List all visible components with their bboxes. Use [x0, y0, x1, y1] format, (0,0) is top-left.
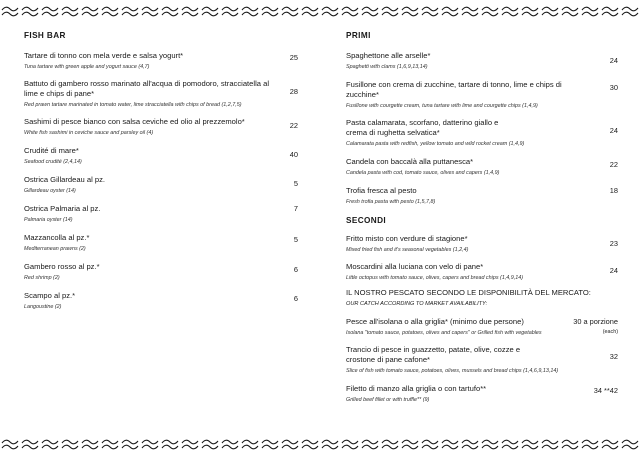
wave-stroke [282, 7, 298, 11]
menu-item [346, 51, 618, 71]
menu-item [346, 262, 618, 282]
item-price: 24 [609, 266, 618, 275]
item-description: Mediterranean prawns (2) [24, 246, 86, 252]
wave-stroke [202, 445, 218, 449]
menu-item [346, 384, 618, 404]
item-price: 18 [609, 186, 618, 195]
wave-stroke [242, 7, 258, 11]
wave-stroke [402, 12, 418, 16]
wave-stroke [282, 12, 298, 16]
wave-stroke [42, 12, 58, 16]
wave-stroke [582, 7, 598, 11]
wave-stroke [402, 445, 418, 449]
menu-item [346, 234, 618, 254]
wave-stroke [82, 445, 98, 449]
wave-stroke [602, 12, 618, 16]
wave-stroke [522, 12, 538, 16]
market-note-it: IL NOSTRO PESCATO SECONDO LE DISPONIBILITÀ DEL MERCATO: [346, 288, 591, 297]
item-name: Pesce all'isolana o alla griglia* (minimo due persone) [346, 317, 524, 326]
item-price: 6 [293, 265, 298, 274]
wave-stroke [162, 12, 178, 16]
wave-stroke [482, 440, 498, 444]
wave-stroke [22, 445, 38, 449]
menu-item [346, 80, 618, 110]
wave-stroke [182, 12, 198, 16]
item-price: 25 [289, 53, 298, 62]
primi-secondi-column [346, 31, 618, 404]
item-price: 32 [609, 352, 618, 361]
item-description: Palmaria oyster (14) [24, 217, 73, 223]
menu-item [346, 118, 618, 148]
wave-stroke [222, 445, 238, 449]
wave-stroke [542, 12, 558, 16]
wave-stroke [542, 440, 558, 444]
wave-stroke [542, 445, 558, 449]
wave-stroke [42, 7, 58, 11]
wave-stroke [542, 7, 558, 11]
fish-bar-column [24, 31, 298, 311]
wave-stroke [382, 445, 398, 449]
wave-stroke [402, 7, 418, 11]
wave-stroke [462, 445, 478, 449]
wave-stroke [62, 12, 78, 16]
wave-stroke [62, 7, 78, 11]
wave-stroke [582, 12, 598, 16]
item-name: Sashimi di pesce bianco con salsa ceviche ed olio al prezzemolo* [24, 117, 245, 126]
item-description: Langoustine (2) [24, 304, 62, 310]
item-price: 22 [289, 121, 298, 130]
wave-stroke [522, 440, 538, 444]
wave-stroke [102, 445, 118, 449]
market-note [346, 288, 618, 308]
wave-stroke [442, 12, 458, 16]
item-description: Spaghetti with clams (1,6,9,13,14) [346, 64, 428, 70]
wave-stroke [322, 440, 338, 444]
wave-stroke [382, 440, 398, 444]
wave-stroke [442, 445, 458, 449]
menu-item [24, 262, 298, 282]
wave-stroke [82, 7, 98, 11]
wave-stroke [2, 445, 18, 449]
item-description: Slice of fish with tomato sauce, potatoes, olives, mussels and bread chips (1,4,6,9,13,14) [346, 368, 559, 374]
wave-stroke [582, 445, 598, 449]
top-wave-border [0, 3, 640, 19]
wave-stroke [2, 12, 18, 16]
wave-stroke [122, 7, 138, 11]
wave-stroke [482, 7, 498, 11]
item-price: 7 [293, 204, 298, 213]
item-description: Little octopus with tomato sauce, olives, capers and bread chips (1,4,9,14) [346, 275, 524, 281]
wave-stroke [142, 7, 158, 11]
wave-stroke [242, 445, 258, 449]
wave-stroke [22, 12, 38, 16]
wave-stroke [302, 7, 318, 11]
wave-stroke [162, 440, 178, 444]
item-price: 5 [293, 179, 298, 188]
item-price: 6 [293, 294, 298, 303]
wave-stroke [302, 12, 318, 16]
item-name: Gambero rosso al pz.* [24, 262, 100, 271]
item-description: Fusillone with courgette cream, tuna tartare with lime and courgette chips (1,4,9) [346, 103, 538, 109]
item-price: 22 [609, 160, 618, 169]
wave-stroke [102, 440, 118, 444]
wave-stroke [202, 12, 218, 16]
market-note-en: OUR CATCH ACCORDING TO MARKET AVAILABILITY: [346, 301, 488, 307]
wave-stroke [422, 7, 438, 11]
wave-stroke [522, 7, 538, 11]
wave-stroke [422, 440, 438, 444]
wave-stroke [562, 7, 578, 11]
wave-stroke [162, 7, 178, 11]
wave-stroke [602, 7, 618, 11]
wave-stroke [502, 12, 518, 16]
wave-stroke [202, 7, 218, 11]
item-name: Candela con baccalà alla puttanesca* [346, 157, 474, 166]
wave-stroke [122, 12, 138, 16]
wave-stroke [282, 440, 298, 444]
wave-stroke [22, 7, 38, 11]
wave-stroke [422, 445, 438, 449]
wave-stroke [142, 12, 158, 16]
wave-stroke [362, 445, 378, 449]
menu-item [24, 291, 298, 311]
wave-stroke [302, 445, 318, 449]
item-price: 23 [609, 239, 618, 248]
wave-stroke [322, 445, 338, 449]
wave-stroke [582, 440, 598, 444]
item-description: Isolana "tomato sauce, potatoes, olives and capers" or Grilled fish with vegetables [346, 330, 542, 336]
wave-stroke [482, 445, 498, 449]
item-description: White fish sashimi in ceviche sauce and parsley oil (4) [24, 130, 154, 136]
item-description: Red prawn tartare marinated in tomato water, lime stracciatella with chips of bread (1,2,7,5) [24, 102, 242, 108]
wave-stroke [62, 445, 78, 449]
wave-stroke [42, 440, 58, 444]
item-price: 24 [609, 56, 618, 65]
wave-stroke [2, 7, 18, 11]
wave-stroke [382, 12, 398, 16]
wave-stroke [262, 7, 278, 11]
wave-stroke [62, 440, 78, 444]
wave-stroke [622, 7, 638, 11]
item-name: Tartare di tonno con mela verde e salsa yogurt* [24, 51, 184, 60]
item-price: 24 [609, 126, 618, 135]
item-description: Candela pasta with cod, tomato sauce, olives and capers (1,4,9) [346, 170, 500, 176]
item-name: Ostrica Gillardeau al pz. [24, 175, 106, 184]
menu-item [24, 204, 298, 224]
menu-item [24, 117, 298, 137]
wave-stroke [262, 445, 278, 449]
wave-stroke [462, 7, 478, 11]
wave-stroke [222, 12, 238, 16]
item-price: 40 [289, 150, 298, 159]
wave-stroke [562, 445, 578, 449]
wave-stroke [522, 445, 538, 449]
wave-stroke [502, 445, 518, 449]
item-name: Pasta calamarata, scorfano, datterino giallo e crema di rughetta selvatica* [346, 118, 499, 137]
wave-stroke [482, 12, 498, 16]
wave-stroke [222, 440, 238, 444]
wave-stroke [302, 440, 318, 444]
menu-item [346, 317, 618, 337]
wave-stroke [342, 12, 358, 16]
wave-stroke [502, 7, 518, 11]
menu-item [24, 79, 298, 109]
wave-stroke [342, 7, 358, 11]
item-name: Battuto di gambero rosso marinato all'acqua di pomodoro, stracciatella al lime e chips di pane* [24, 79, 270, 98]
item-description: Red shrimp (2) [24, 275, 60, 281]
item-name: Filetto di manzo alla griglia o con tartufo** [346, 384, 487, 393]
menu-item [346, 186, 618, 206]
wave-stroke [242, 12, 258, 16]
wave-stroke [42, 445, 58, 449]
bottom-wave-border [0, 436, 640, 452]
wave-stroke [442, 7, 458, 11]
wave-stroke [422, 12, 438, 16]
wave-stroke [622, 12, 638, 16]
wave-stroke [182, 7, 198, 11]
item-description: Mixed fried fish and it's seasonal vegetables (1,2,4) [346, 247, 469, 253]
wave-stroke [102, 7, 118, 11]
item-name: Spaghettone alle arselle* [346, 51, 431, 60]
wave-stroke [22, 440, 38, 444]
item-name: Moscardini alla luciana con velo di pane* [346, 262, 484, 271]
wave-stroke [502, 440, 518, 444]
wave-stroke [282, 445, 298, 449]
item-description: Tuna tartare with green apple and yogurt sauce (4,7) [24, 64, 150, 70]
wave-stroke [262, 440, 278, 444]
item-name: Mazzancolla al pz.* [24, 233, 90, 242]
item-name: Fritto misto con verdure di stagione* [346, 234, 468, 243]
wave-stroke [622, 440, 638, 444]
item-price: 28 [289, 87, 298, 96]
wave-stroke [602, 440, 618, 444]
item-name: Fusillone con crema di zucchine, tartare di tonno, lime e chips di zucchine* [346, 80, 562, 99]
menu-item [346, 345, 618, 375]
wave-stroke [602, 445, 618, 449]
menu-item [346, 157, 618, 177]
wave-stroke [322, 7, 338, 11]
item-name: Scampo al pz.* [24, 291, 76, 300]
fish-bar-title: FISH BAR [24, 31, 66, 40]
wave-stroke [442, 440, 458, 444]
wave-stroke [342, 440, 358, 444]
wave-stroke [402, 440, 418, 444]
wave-stroke [382, 7, 398, 11]
wave-stroke [182, 445, 198, 449]
wave-stroke [182, 440, 198, 444]
wave-stroke [2, 440, 18, 444]
wave-stroke [102, 12, 118, 16]
item-description: Calamarata pasta with redfish, yellow tomato and wild rocket cream (1,4,9) [346, 141, 525, 147]
wave-stroke [142, 445, 158, 449]
wave-stroke [222, 7, 238, 11]
wave-stroke [622, 445, 638, 449]
item-name: Trofia fresca al pesto [346, 186, 417, 195]
item-price: 30 a porzione [573, 317, 618, 326]
wave-stroke [262, 12, 278, 16]
wave-stroke [362, 12, 378, 16]
wave-stroke [462, 440, 478, 444]
menu-item [24, 51, 298, 71]
wave-stroke [342, 445, 358, 449]
wave-stroke [82, 440, 98, 444]
wave-stroke [242, 440, 258, 444]
wave-stroke [562, 12, 578, 16]
item-name: Trancio di pesce in guazzetto, patate, olive, cozze e crostone di pane cafone* [346, 345, 521, 364]
menu-item [24, 146, 298, 166]
wave-stroke [122, 445, 138, 449]
item-description: Fresh trofia pasta with pesto (1,5,7,8) [346, 199, 436, 205]
menu-item [24, 233, 298, 253]
item-description: Seafood crudité (2,4,14) [24, 159, 82, 165]
wave-stroke [142, 440, 158, 444]
wave-stroke [362, 7, 378, 11]
wave-stroke [122, 440, 138, 444]
wave-stroke [202, 440, 218, 444]
item-name: Ostrica Palmaria al pz. [24, 204, 101, 213]
wave-stroke [362, 440, 378, 444]
wave-stroke [162, 445, 178, 449]
item-description: Gillardeau oyster (14) [24, 188, 76, 194]
item-price: 34 **42 [593, 386, 618, 395]
item-price: 30 [609, 83, 618, 92]
item-price: 5 [293, 235, 298, 244]
secondi-title: SECONDI [346, 216, 387, 225]
wave-stroke [82, 12, 98, 16]
wave-stroke [562, 440, 578, 444]
item-description: Grilled beef fillet or with truffle** (9) [346, 397, 430, 403]
menu-item [24, 175, 298, 195]
wave-stroke [462, 12, 478, 16]
item-name: Crudité di mare* [24, 146, 79, 155]
item-price-note: (each) [602, 329, 618, 335]
wave-stroke [322, 12, 338, 16]
primi-title: PRIMI [346, 31, 371, 40]
